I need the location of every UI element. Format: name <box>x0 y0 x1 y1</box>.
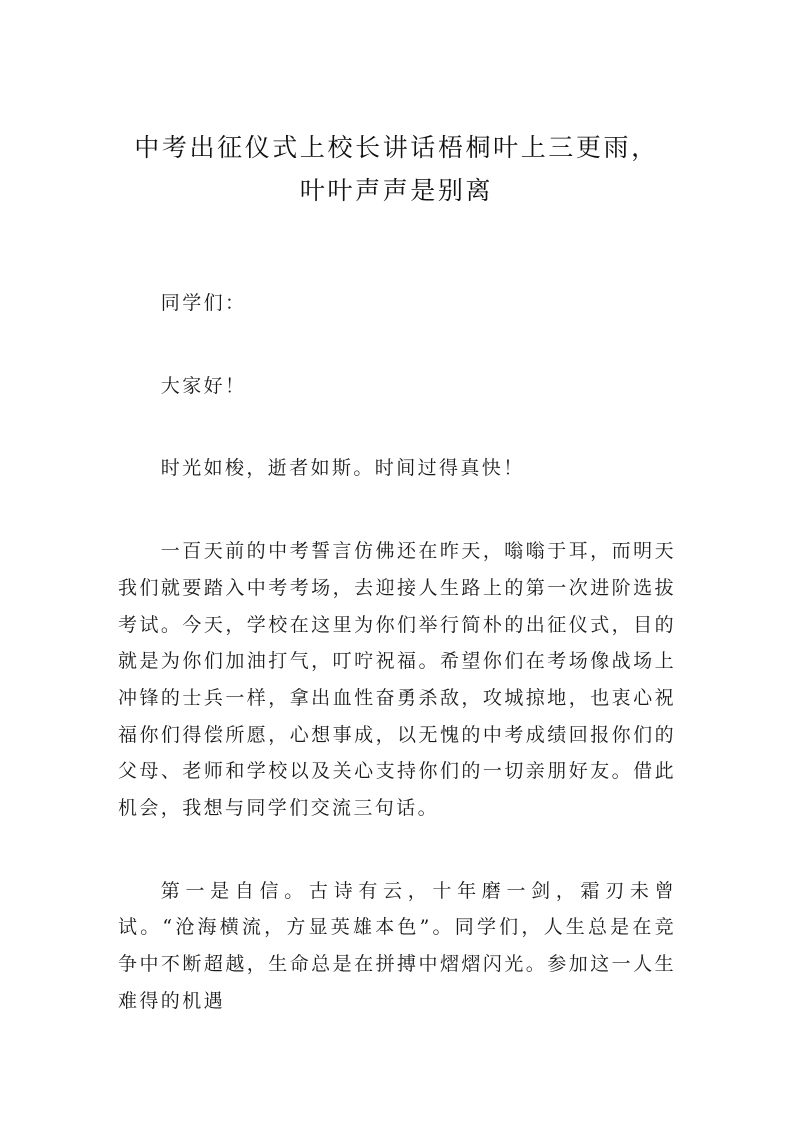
paragraph-intro: 一百天前的中考誓言仿佛还在昨天，嗡嗡于耳，而明天我们就要踏入中考考场，去迎接人生路上的第一次进阶选拔考试。今天，学校在这里为你们举行简朴的出征仪式，目的就是为你们加油打气，叮咛祝福。希望你们在考场像战场上冲锋的士兵一样，拿出血性奋勇杀敌，攻城掠地，也衷心祝福你们得偿所愿，心想事成，以无愧的中考成绩回报你们的父母、老师和学校以及关心支持你们的一切亲朋好友。借此机会，我想与同学们交流三句话。 <box>118 540 676 820</box>
paragraph-salutation: 同学们： <box>160 292 247 314</box>
document-body <box>118 285 676 1066</box>
paragraph-greeting: 大家好！ <box>160 374 247 397</box>
title-line-2: 叶叶声声是别离 <box>299 176 494 205</box>
document-title <box>108 126 685 212</box>
title-line-1: 中考出征仪式上校长讲话梧桐叶上三更雨， <box>134 133 659 162</box>
paragraph-confidence: 第一是自信。古诗有云，十年磨一剑，霜刃未曾试。“沧海横流，方显英雄本色”。同学们，人生总是在竞争中不断超越，生命总是在拼搏中熠熠闪光。参加这一人生难得的机遇 <box>118 879 676 1012</box>
paragraph-time-flies: 时光如梭，逝者如斯。时间过得真快！ <box>160 457 525 480</box>
